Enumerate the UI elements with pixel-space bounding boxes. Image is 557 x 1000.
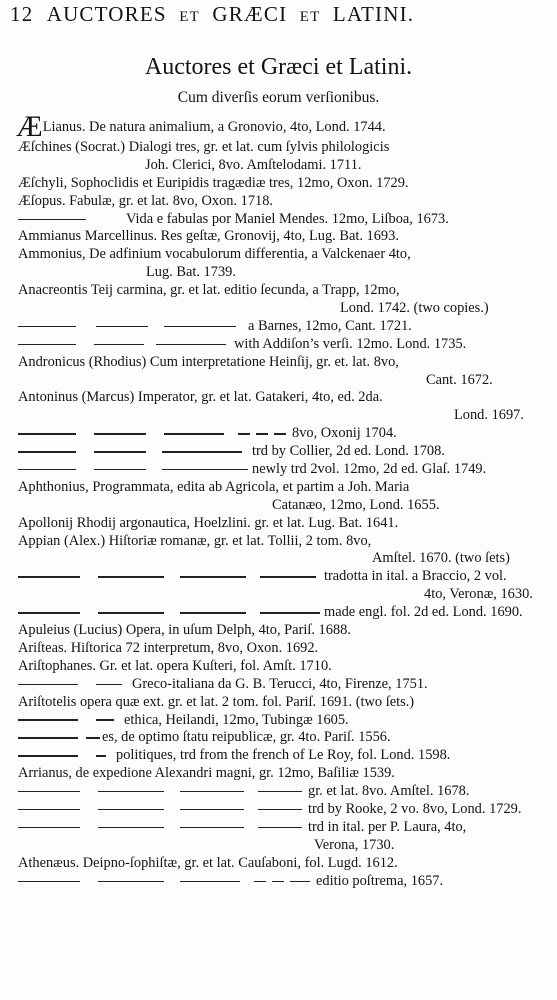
- entry-text: Vida e fabulas por Maniel Mendes. 12mo, Liſboa, 1673.: [126, 210, 449, 227]
- ditto-dash: [98, 576, 164, 577]
- entry-text: Catanæo, 12mo, Lond. 1655.: [272, 496, 440, 513]
- ditto-dash: [96, 719, 114, 720]
- ditto-dash: [18, 719, 78, 720]
- section-title: Auctores et Græci et Latini.: [144, 54, 413, 80]
- entry-text: 4to, Veronæ, 1630.: [424, 586, 533, 603]
- entry-line: [0, 515, 557, 533]
- entry-line: [0, 407, 557, 425]
- ditto-dash: [98, 881, 164, 882]
- ditto-dash: [18, 684, 78, 685]
- ditto-dash: [180, 612, 246, 613]
- entry-line: [0, 264, 557, 282]
- entry-text: Ariſtophanes. Gr. et lat. opera Kuſteri, fol. Amſt. 1710.: [18, 657, 332, 674]
- entry-text: politiques, trd from the french of Le Roy, fol. Lond. 1598.: [116, 747, 451, 764]
- entry-text: Ammianus Marcellinus. Res geſtæ, Gronovij, 4to, Lug. Bat. 1693.: [18, 228, 399, 245]
- entry-line: [0, 747, 557, 765]
- ditto-dash: [94, 451, 146, 452]
- ditto-dash: [18, 576, 80, 577]
- ditto-dash: [260, 576, 316, 577]
- ditto-dash: [162, 451, 242, 452]
- entry-line: [0, 801, 557, 819]
- entry-line: [0, 568, 557, 586]
- ditto-dash: [180, 881, 240, 882]
- entry-text: ethica, Heilandi, 12mo, Tubingæ 1605.: [124, 711, 349, 728]
- entry-text: Amſtel. 1670. (two ſets): [372, 550, 510, 567]
- entry-text: trd in ital. per P. Laura, 4to,: [308, 818, 467, 835]
- ditto-dash: [258, 809, 302, 810]
- entry-text: tradotta in ital. a Braccio, 2 vol.: [324, 568, 507, 585]
- entry-line: [0, 729, 557, 747]
- entry-line: [0, 300, 557, 318]
- entry-text: Lond. 1697.: [454, 407, 524, 424]
- ditto-dash: [274, 433, 286, 434]
- entry-line: [0, 640, 557, 658]
- entry-text: made engl. fol. 2d ed. Lond. 1690.: [324, 604, 523, 621]
- entry-line: [0, 139, 557, 157]
- ditto-dash: [164, 326, 236, 327]
- entry-line: [0, 372, 557, 390]
- ditto-dash: [18, 612, 80, 613]
- page-number: 12: [10, 2, 34, 26]
- running-head: [10, 2, 550, 27]
- ditto-dash: [18, 755, 78, 756]
- ditto-dash: [18, 433, 76, 434]
- entry-line: [0, 622, 557, 640]
- entry-line: [0, 550, 557, 568]
- entry-line: [0, 318, 557, 336]
- ditto-dash: [94, 344, 144, 345]
- catalogue-entries: [0, 110, 557, 890]
- entry-line: [0, 783, 557, 801]
- entry-line: [0, 765, 557, 783]
- entry-line: [0, 282, 557, 300]
- entry-line: [0, 855, 557, 873]
- entry-text: newly trd 2vol. 12mo, 2d ed. Glaſ. 1749.: [252, 461, 487, 478]
- entry-line: [0, 479, 557, 497]
- entry-text: Verona, 1730.: [314, 836, 395, 853]
- entry-text: Andronicus (Rhodius) Cum interpretatione Heinſij, gr. et. lat. 8vo,: [18, 353, 399, 370]
- ditto-dash: [96, 755, 106, 756]
- ditto-dash: [18, 326, 76, 327]
- entry-line: [0, 443, 557, 461]
- running-head-separator: ET: [299, 9, 321, 25]
- entry-line: [0, 497, 557, 515]
- ditto-dash: [180, 827, 244, 828]
- entry-text: editio poſtrema, 1657.: [316, 872, 444, 889]
- entry-text: Arrianus, de expedione Alexandri magni, gr. 12mo, Baſiliæ 1539.: [18, 765, 395, 782]
- ditto-dash: [238, 433, 250, 434]
- entry-text: 8vo, Oxonij 1704.: [292, 425, 397, 442]
- entry-line: [0, 246, 557, 264]
- ditto-dash: [96, 326, 148, 327]
- entry-line: [0, 658, 557, 676]
- entry-line: [0, 586, 557, 604]
- ditto-dash: [86, 737, 100, 738]
- ditto-dash: [98, 791, 164, 792]
- entry-text: Antoninus (Marcus) Imperator, gr. et lat. Gatakeri, 4to, ed. 2da.: [18, 389, 383, 406]
- entry-line: [0, 157, 557, 175]
- ditto-dash: [180, 576, 246, 577]
- entry-line: [0, 694, 557, 712]
- ditto-dash: [98, 612, 164, 613]
- running-head-word: GRÆCI: [212, 2, 288, 26]
- entry-line: [0, 425, 557, 443]
- entry-line: [0, 389, 557, 407]
- entry-text: Athenæus. Deipno-ſophiſtæ, gr. et lat. Cauſaboni, fol. Lugd. 1612.: [18, 854, 398, 871]
- entry-text: Ariſteas. Hiſtorica 72 interpretum, 8vo, Oxon. 1692.: [18, 639, 319, 656]
- ditto-dash: [164, 433, 224, 434]
- entry-text: Greco-italiana da G. B. Terucci, 4to, Firenze, 1751.: [132, 675, 428, 692]
- entry-line: [0, 676, 557, 694]
- entry-text: trd by Collier, 2d ed. Lond. 1708.: [252, 443, 445, 460]
- ditto-dash: [18, 791, 80, 792]
- entry-line: [0, 193, 557, 211]
- ditto-dash: [18, 809, 80, 810]
- entry-text: Apollonij Rhodij argonautica, Hoelzlini. gr. et lat. Lug. Bat. 1641.: [18, 514, 399, 531]
- ditto-dash: [290, 881, 310, 882]
- entry-text: es, de optimo ſtatu reipublicæ, gr. 4to. Pariſ. 1556.: [102, 729, 391, 746]
- entry-line: [0, 175, 557, 193]
- section-subtitle: Cum diverſis eorum verſionibus.: [177, 89, 380, 106]
- entry-text: with Addiſon’s verſi. 12mo. Lond. 1735.: [234, 335, 467, 352]
- drop-initial: Æ: [16, 110, 43, 143]
- entry-line: [0, 336, 557, 354]
- ditto-dash: [18, 344, 76, 345]
- entry-text: Lianus. De natura animalium, a Gronovio, 4to, Lond. 1744.: [42, 119, 386, 135]
- entry-line: [0, 533, 557, 551]
- ditto-dash: [156, 344, 226, 345]
- entry-text: Anacreontis Teij carmina, gr. et lat. editio ſecunda, a Trapp, 12mo,: [18, 282, 400, 299]
- ditto-dash: [258, 791, 302, 792]
- entry-text: Æſchyli, Sophoclidis et Euripidis tragædiæ tres, 12mo, Oxon. 1729.: [18, 174, 409, 191]
- entry-text: a Barnes, 12mo, Cant. 1721.: [248, 317, 412, 334]
- entry-line: [0, 354, 557, 372]
- entry-line: [0, 228, 557, 246]
- running-head-word: AUCTORES: [46, 2, 167, 26]
- ditto-dash: [180, 791, 244, 792]
- ditto-dash: [94, 469, 146, 470]
- entry-line: [0, 837, 557, 855]
- ditto-dash: [18, 827, 80, 828]
- entry-line: [0, 211, 557, 229]
- entry-line: [0, 461, 557, 479]
- entry-text: Aphthonius, Programmata, edita ab Agricola, et partim a Joh. Maria: [18, 478, 410, 495]
- entry-text: Appian (Alex.) Hiſtoriæ romanæ, gr. et lat. Tollii, 2 tom. 8vo,: [18, 532, 372, 549]
- ditto-dash: [272, 881, 284, 882]
- ditto-dash: [98, 827, 164, 828]
- entry-text: trd by Rooke, 2 vo. 8vo, Lond. 1729.: [308, 800, 522, 817]
- ditto-dash: [98, 809, 164, 810]
- ditto-dash: [96, 684, 122, 685]
- entry-text: Ariſtotelis opera quæ ext. gr. et lat. 2 tom. fol. Pariſ. 1691. (two ſets.): [18, 693, 415, 710]
- entry-line: [0, 604, 557, 622]
- ditto-dash: [18, 469, 76, 470]
- ditto-dash: [180, 809, 244, 810]
- ditto-dash: [256, 433, 268, 434]
- entry-line: [0, 819, 557, 837]
- entry-line: [0, 873, 557, 891]
- entry-line: [0, 110, 557, 143]
- ditto-dash: [260, 612, 320, 613]
- ditto-dash: [162, 469, 248, 470]
- ditto-dash: [18, 737, 78, 738]
- running-head-separator: ET: [179, 9, 200, 25]
- ditto-dash: [18, 219, 86, 220]
- entry-text: Lug. Bat. 1739.: [146, 264, 236, 281]
- entry-text: Joh. Clerici, 8vo. Amſtelodami. 1711.: [145, 156, 362, 173]
- entry-text: Apuleius (Lucius) Opera, in uſum Delph, 4to, Pariſ. 1688.: [18, 622, 351, 639]
- ditto-dash: [94, 433, 146, 434]
- running-head-word: LATINI.: [332, 2, 415, 26]
- entry-text: Lond. 1742. (two copies.): [340, 300, 489, 317]
- entry-line: [0, 712, 557, 730]
- entry-text: Ammonius, De adfinium vocabulorum differentia, a Valckenaer 4to,: [18, 246, 411, 263]
- ditto-dash: [18, 881, 80, 882]
- ditto-dash: [18, 451, 76, 452]
- ditto-dash: [254, 881, 266, 882]
- entry-text: Æſopus. Fabulæ, gr. et lat. 8vo, Oxon. 1718.: [18, 192, 274, 209]
- entry-text: Cant. 1672.: [426, 371, 493, 388]
- ditto-dash: [258, 827, 302, 828]
- entry-text: Æſchines (Socrat.) Dialogi tres, gr. et lat. cum ſylvis philologicis: [18, 139, 390, 155]
- entry-text: gr. et lat. 8vo. Amſtel. 1678.: [308, 783, 470, 800]
